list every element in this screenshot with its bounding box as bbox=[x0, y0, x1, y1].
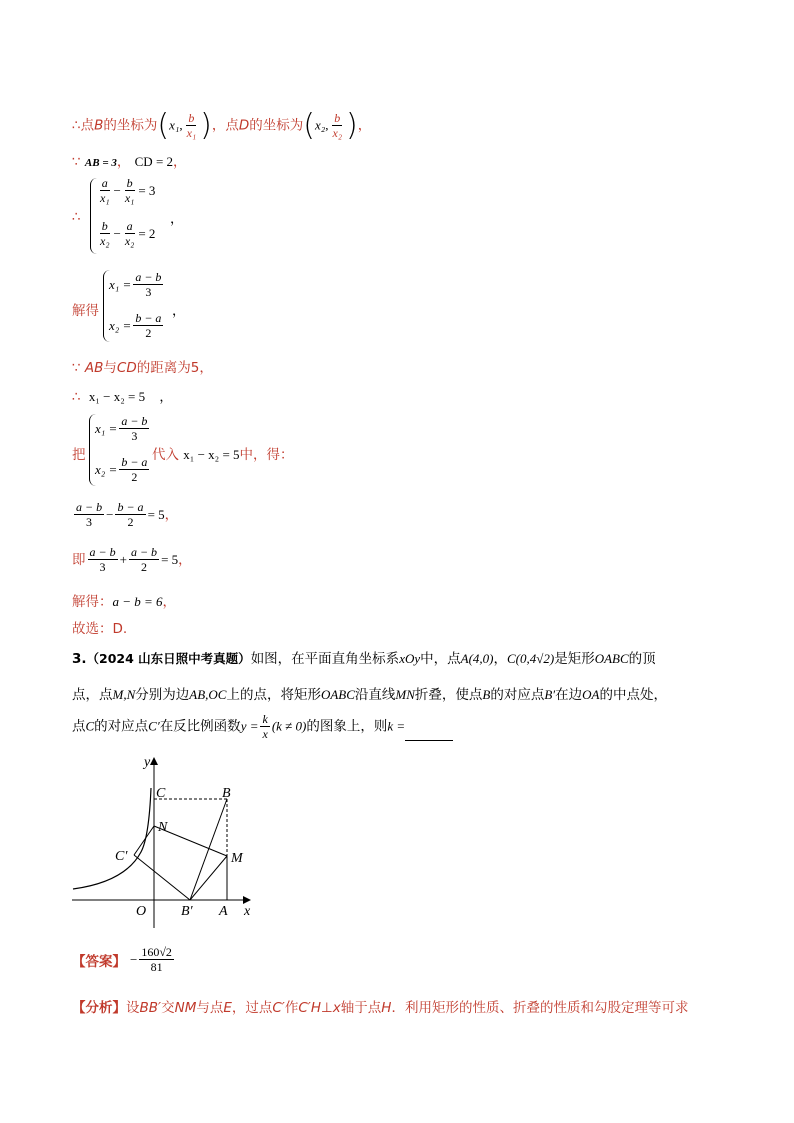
text: 设 bbox=[126, 1000, 140, 1016]
analysis-line bbox=[72, 996, 688, 1016]
comma: ， bbox=[170, 211, 184, 227]
numerator: b − a bbox=[117, 500, 144, 514]
text: 中，得： bbox=[239, 447, 294, 463]
numerator: a − b bbox=[130, 545, 158, 559]
numerator: b bbox=[188, 111, 195, 125]
fraction-b-x2 bbox=[331, 111, 345, 140]
lhs: x₁ = bbox=[109, 277, 132, 292]
substitute-label: 把 bbox=[72, 447, 86, 463]
answer-line bbox=[72, 945, 176, 974]
numerator: b bbox=[334, 111, 341, 125]
text: ∴点 bbox=[72, 117, 95, 134]
text: 解得： bbox=[72, 594, 113, 610]
comma: ， bbox=[162, 594, 177, 610]
denominator: x₂ bbox=[100, 234, 110, 248]
numerator: b bbox=[126, 176, 133, 190]
x1: x₁ bbox=[169, 117, 180, 133]
point-d: D bbox=[238, 117, 250, 134]
analysis-tag: 【分析】 bbox=[72, 1000, 126, 1016]
math: C′ bbox=[148, 718, 160, 734]
lhs: x₁ = bbox=[95, 421, 118, 436]
math: B bbox=[482, 687, 491, 702]
text: 是矩形 bbox=[554, 651, 595, 667]
denominator: 3 bbox=[99, 560, 106, 574]
text: 的中点处， bbox=[599, 687, 667, 703]
because: ∵ bbox=[72, 154, 81, 170]
text: 折叠，使点 bbox=[414, 687, 483, 703]
text: 的坐标为 bbox=[249, 117, 304, 134]
answer-numerator: 160√2 bbox=[141, 945, 172, 959]
line-given bbox=[72, 150, 187, 170]
point-b: B bbox=[94, 117, 104, 134]
label-y: y bbox=[144, 755, 151, 770]
line-eq-simplified bbox=[72, 545, 192, 574]
math: M,N bbox=[112, 687, 136, 702]
choice-line: 故选：D. bbox=[72, 621, 128, 637]
denominator: 2 bbox=[131, 470, 138, 484]
comma: ， bbox=[159, 389, 173, 404]
numerator: b bbox=[101, 219, 108, 233]
lhs: x₂ = bbox=[95, 462, 118, 477]
perp: ⊥ bbox=[321, 1000, 333, 1016]
value: 5 bbox=[190, 360, 200, 376]
denominator: 3 bbox=[145, 285, 152, 299]
cd-eq: CD = 2 bbox=[134, 154, 174, 169]
question-line-2 bbox=[72, 683, 667, 703]
comma: ， bbox=[164, 507, 179, 523]
point-a: A(4,0) bbox=[460, 651, 494, 666]
ab: AB bbox=[84, 360, 104, 376]
denominator: x bbox=[262, 727, 268, 741]
because: ∵ bbox=[72, 360, 81, 376]
math: OABC bbox=[594, 651, 629, 666]
system3-eq2 bbox=[95, 455, 151, 484]
text: 的对应点 bbox=[94, 718, 149, 735]
text: 交 bbox=[161, 1000, 175, 1016]
math: y = bbox=[240, 718, 259, 734]
math: k = bbox=[387, 718, 406, 734]
system2-eq2 bbox=[109, 311, 165, 340]
comma: ， bbox=[199, 360, 213, 376]
minus: − bbox=[113, 226, 121, 241]
eq: = 5 bbox=[147, 507, 165, 522]
denominator: x₁ bbox=[186, 126, 197, 140]
math: xOy bbox=[399, 651, 421, 666]
text: 的顶 bbox=[628, 651, 656, 667]
equation: x₁ − x₂ = 5 bbox=[183, 447, 240, 462]
line-x-diff bbox=[72, 386, 172, 405]
line-coords: ∴点B的坐标为(x₁, $\frac{b}{\text{x₁}}$ )，点D的坐标为(x₂, $\frac{b}{\text{x₂}}$ )， bbox=[72, 108, 372, 143]
text: 与点 bbox=[196, 1000, 224, 1016]
math: E bbox=[223, 1000, 232, 1016]
label-b: B bbox=[222, 786, 231, 801]
math: NM bbox=[174, 1000, 197, 1016]
math: OABC bbox=[320, 687, 355, 702]
numerator: b − a bbox=[135, 311, 162, 325]
comma: , bbox=[179, 117, 183, 133]
text: 在边 bbox=[555, 687, 583, 703]
answer-denominator: 81 bbox=[150, 960, 163, 974]
label-x: x bbox=[244, 904, 251, 919]
question-source: （2024 山东日照中考真题） bbox=[86, 651, 251, 666]
text: 点，点 bbox=[72, 687, 113, 703]
denominator: 2 bbox=[127, 515, 134, 529]
equation: x₁ − x₂ = 5 bbox=[88, 389, 146, 404]
denominator: 2 bbox=[145, 326, 152, 340]
lhs: x₂ = bbox=[109, 318, 132, 333]
denominator: 3 bbox=[86, 515, 93, 529]
text: 的对应点 bbox=[490, 687, 545, 703]
text: 如图，在平面直角坐标系 bbox=[250, 651, 400, 667]
text: 的坐标为 bbox=[103, 117, 158, 134]
math: C′ bbox=[272, 1000, 285, 1016]
system1-eq1 bbox=[96, 176, 155, 205]
condition: (k ≠ 0) bbox=[271, 718, 307, 734]
cd: CD bbox=[116, 360, 137, 376]
text: 上的点，将矩形 bbox=[226, 687, 321, 703]
line-solution bbox=[72, 590, 176, 610]
text: 中，点 bbox=[420, 651, 461, 667]
segment-bpm bbox=[190, 856, 227, 900]
math: OA bbox=[582, 687, 600, 702]
text: ， bbox=[493, 651, 507, 667]
text: 的距离为 bbox=[136, 360, 191, 376]
solve-label: 解得 bbox=[72, 303, 99, 319]
comma: ， bbox=[116, 154, 131, 170]
text: 点 bbox=[72, 718, 86, 735]
label-bprime: B′ bbox=[181, 904, 193, 919]
numerator: k bbox=[262, 712, 268, 726]
minus: − bbox=[113, 183, 121, 198]
segment-bbp bbox=[190, 799, 227, 900]
text: 在反比例函数 bbox=[159, 718, 241, 735]
denominator: 2 bbox=[141, 560, 147, 574]
eq: = 2 bbox=[138, 226, 156, 241]
x2: x₂ bbox=[314, 117, 326, 133]
answer-sign: − bbox=[130, 951, 138, 967]
minus: − bbox=[106, 507, 114, 522]
label-o: O bbox=[136, 904, 147, 919]
system2-eq1 bbox=[109, 270, 165, 299]
eq: = 5 bbox=[161, 552, 179, 567]
system3-eq1 bbox=[95, 414, 151, 443]
label-c: C bbox=[156, 786, 166, 801]
system1-eq2 bbox=[96, 219, 155, 248]
text: ，过点 bbox=[231, 1000, 273, 1016]
line-distance bbox=[72, 356, 213, 376]
numerator: a bbox=[126, 219, 133, 233]
equation: a − b = 6 bbox=[112, 594, 163, 609]
question-line-1 bbox=[72, 647, 656, 667]
math: B′ bbox=[544, 687, 556, 702]
math: C′H bbox=[298, 1000, 322, 1016]
math: AB,OC bbox=[189, 687, 227, 702]
text: ．利用矩形的性质、折叠的性质和勾股定理等可求 bbox=[391, 1000, 689, 1016]
therefore: ∴ bbox=[72, 389, 81, 405]
answer-blank bbox=[405, 730, 453, 741]
text: ， bbox=[357, 117, 372, 134]
numerator: a bbox=[101, 176, 108, 190]
numerator: a − b bbox=[135, 270, 162, 284]
comma: ， bbox=[172, 303, 186, 319]
denominator: x₁ bbox=[124, 191, 135, 205]
denominator: 3 bbox=[131, 429, 138, 443]
plus: + bbox=[119, 552, 127, 567]
label-n: N bbox=[158, 820, 168, 835]
denominator: x₂ bbox=[332, 126, 343, 140]
fraction-b-x1 bbox=[185, 111, 199, 140]
point-c: C(0,4√2) bbox=[506, 651, 555, 666]
question-number: 3. bbox=[72, 651, 87, 667]
label-m: M bbox=[231, 851, 243, 866]
line-eq-subst bbox=[72, 500, 178, 529]
math: x bbox=[332, 1000, 341, 1016]
math: H bbox=[381, 1000, 392, 1016]
math: BB′ bbox=[139, 1000, 162, 1016]
text: 作 bbox=[284, 1000, 299, 1016]
text: 沿直线 bbox=[354, 687, 396, 703]
comma: ， bbox=[178, 552, 192, 568]
comma: , bbox=[325, 117, 329, 133]
ie-label: 即 bbox=[72, 552, 86, 568]
text: 代入 bbox=[152, 447, 179, 463]
therefore: ∴ bbox=[72, 209, 81, 225]
numerator: a − b bbox=[76, 500, 103, 514]
question-line-3 bbox=[72, 712, 453, 741]
text: ，点 bbox=[211, 117, 239, 134]
ab-eq: AB = 3 bbox=[84, 157, 117, 169]
numerator: b − a bbox=[121, 455, 148, 469]
numerator: a − b bbox=[121, 414, 148, 428]
segment-cpn bbox=[134, 826, 154, 855]
eq: = 3 bbox=[138, 183, 156, 198]
denominator: x₁ bbox=[100, 191, 110, 205]
answer-tag: 【答案】 bbox=[72, 953, 126, 970]
label-cprime: C′ bbox=[115, 849, 128, 864]
text: 与 bbox=[103, 360, 117, 376]
segment-cpbp bbox=[134, 855, 190, 900]
label-a: A bbox=[219, 904, 228, 919]
substitute-tail bbox=[152, 443, 294, 463]
text: 的图象上，则 bbox=[306, 718, 388, 735]
denominator: x₂ bbox=[124, 234, 135, 248]
text: 分别为边 bbox=[135, 687, 190, 703]
geometry-figure bbox=[65, 752, 265, 930]
text: 轴于点 bbox=[340, 1000, 382, 1016]
math: C bbox=[85, 718, 95, 734]
math: MN bbox=[395, 687, 415, 702]
hyperbola-curve bbox=[73, 788, 151, 889]
comma: ， bbox=[173, 154, 187, 170]
numerator: a − b bbox=[89, 545, 116, 559]
